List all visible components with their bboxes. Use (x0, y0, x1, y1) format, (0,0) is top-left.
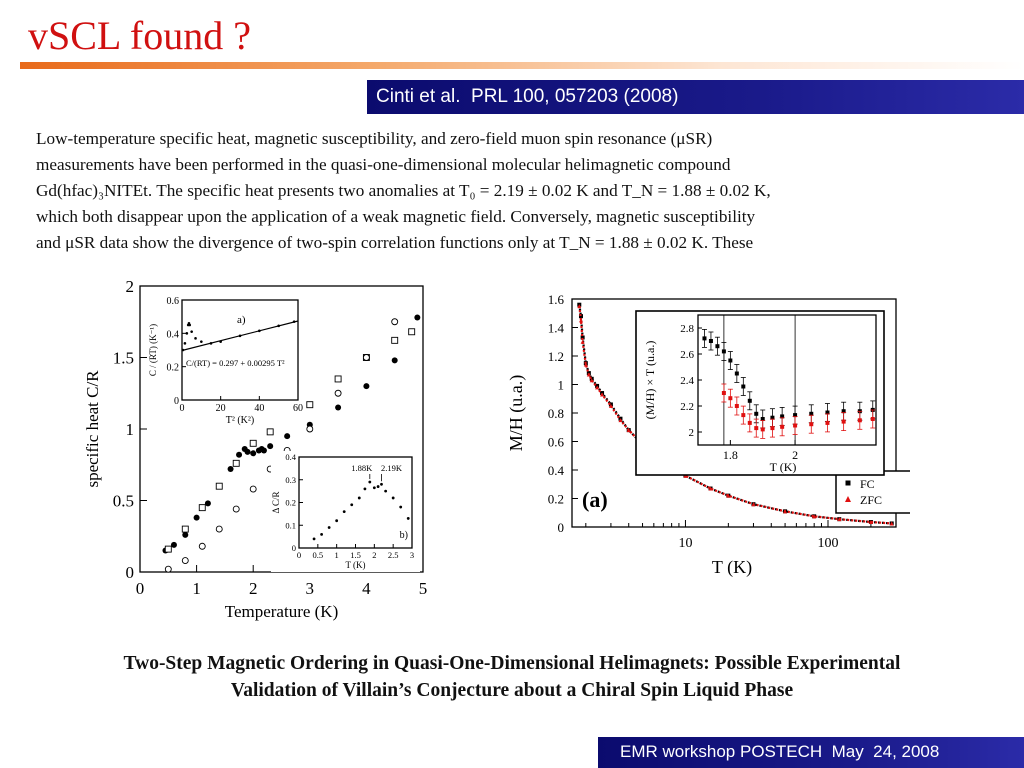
y-tick-label: 0.2 (547, 491, 564, 507)
data-point (194, 515, 200, 521)
inset-point (709, 339, 713, 343)
inset-b-y-tick-label: 0 (291, 543, 296, 553)
y-tick-label: 1.4 (547, 320, 564, 336)
inset-b-point (320, 533, 323, 536)
inset-b-label: b) (399, 530, 408, 541)
inset-b-annotation: 2.19K (380, 463, 402, 473)
inset-b-x-tick-label: 0.5 (312, 550, 324, 560)
inset-x-label: T (K) (769, 460, 797, 474)
legend (836, 471, 910, 513)
susceptibility-figure (500, 285, 910, 585)
data-point (216, 526, 222, 532)
abstract-line: Low-temperature specific heat, magnetic susceptibility, and zero-field muon spin resonance (μSR) (36, 129, 713, 148)
inset-b-y-label: Δ C/R (271, 491, 281, 514)
abstract (36, 126, 989, 256)
inset-y-tick-label: 2.8 (680, 323, 694, 335)
inset-a-y-tick-label: 0.2 (166, 362, 179, 374)
inset-point (780, 425, 784, 429)
inset-y-tick-label: 2 (688, 427, 694, 439)
y-tick-label: 0.8 (547, 406, 564, 421)
inset-point (842, 420, 846, 424)
inset-b-point (313, 538, 316, 541)
inset-frame-outer (636, 311, 884, 475)
inset-b-point (392, 497, 395, 500)
footer: EMR workshop POSTECH May 24, 2008 (620, 742, 940, 761)
x-axis-label: Temperature (K) (224, 602, 339, 621)
inset-point (748, 399, 752, 403)
inset-point (754, 412, 758, 416)
inset-b-x-tick-label: 1.5 (350, 550, 361, 560)
inset-b-point (407, 517, 410, 520)
x-tick-label: 0 (135, 579, 145, 598)
inset-b-x-tick-label: 2.5 (387, 550, 399, 560)
data-point (267, 429, 273, 435)
data-point (250, 450, 256, 456)
y-tick-label: 0 (557, 520, 564, 535)
inset-point (793, 424, 797, 428)
x-tick-label: 5 (418, 579, 428, 598)
inset-a-point (200, 340, 203, 343)
title-rule (20, 62, 1024, 69)
inset-b-point (384, 490, 387, 493)
data-point (307, 402, 313, 408)
inset-point (728, 359, 732, 363)
data-point (261, 447, 267, 453)
inset-a-fit-text: C/(RT) = 0.297 + 0.00295 T² (186, 358, 285, 368)
abstract-line: measurements have been performed in the quasi-one-dimensional molecular helimagnetic compound (36, 155, 731, 174)
data-point (335, 376, 341, 382)
abstract-line: and μSR data show the divergence of two-spin correlation functions only at T_N = 1.88 ± 0.02 K. These (36, 233, 754, 252)
data-point (236, 452, 242, 458)
data-point (250, 486, 256, 492)
inset-point (770, 426, 774, 430)
data-point (171, 542, 177, 548)
x-tick-label: 1 (192, 579, 201, 598)
panel-label: (a) (582, 487, 608, 512)
data-point (228, 466, 234, 472)
data-point (205, 500, 211, 506)
x-tick-label: 3 (305, 579, 315, 598)
inset-point (728, 396, 732, 400)
inset-point (715, 344, 719, 348)
y-axis-label: M/H (u.a.) (506, 374, 526, 452)
paper-title-line: Two-Step Magnetic Ordering in Quasi-One-Dimensional Helimagnets: Possible Experimental (123, 653, 901, 674)
inset-b-point (368, 481, 371, 484)
data-point (199, 505, 205, 511)
inset-a-point (184, 342, 187, 345)
slide-title: vSCL found ? (28, 13, 251, 58)
paper-title (0, 650, 1024, 704)
y-tick-label: 0.6 (547, 434, 564, 450)
inset-a-y-tick-label: 0 (174, 396, 179, 407)
data-point (363, 383, 369, 389)
data-point (579, 318, 583, 322)
inset-y-tick-label: 2.4 (680, 375, 694, 387)
specific-heat-figure (80, 270, 440, 630)
x-tick-label: 10 (678, 536, 693, 551)
inset-y-tick-label: 2.6 (680, 349, 694, 361)
inset-b-point (343, 510, 346, 513)
inset-point (722, 391, 726, 395)
abstract-line: which both disappear upon the application of a weak magnetic field. Conversely, magnetic susceptibility (36, 207, 756, 226)
inset-point (722, 349, 726, 353)
inset-a-point (188, 324, 191, 327)
data-point (335, 390, 341, 396)
inset-a-x-tick-label: 60 (293, 403, 303, 414)
inset-b-y-tick-label: 0.4 (285, 452, 296, 462)
data-point (392, 357, 398, 363)
inset-b-y-tick-label: 0.3 (285, 474, 296, 485)
data-point (165, 546, 171, 552)
inset-b-x-label: T (K) (345, 560, 366, 570)
y-tick-label: 1 (125, 420, 134, 439)
x-tick-label: 100 (817, 536, 839, 551)
inset-point (741, 385, 745, 389)
inset-b-point (335, 519, 338, 522)
inset-b-x-tick-label: 2 (372, 550, 377, 560)
inset-a-point (258, 330, 261, 333)
inset-a-y-label: C / (RT) (K⁻¹) (148, 323, 158, 377)
inset-y-label: (M/H) × T (u.a.) (643, 340, 657, 420)
inset-point (702, 336, 706, 340)
inset-b-annotation: 1.88K (351, 463, 373, 473)
inset-b-x-tick-label: 1 (334, 550, 339, 560)
inset-point (748, 421, 752, 425)
inset-b-point (399, 506, 402, 509)
inset-a-point (277, 325, 280, 328)
inset-b-point (380, 483, 383, 486)
inset-point (871, 417, 875, 421)
inset-b-point (328, 526, 331, 529)
inset-point (809, 422, 813, 426)
inset-a-point (194, 337, 197, 340)
inset-point (825, 421, 829, 425)
inset-a-point (186, 332, 189, 335)
inset-a-point (219, 340, 222, 343)
y-tick-label: 1.6 (547, 292, 564, 307)
inset-point (741, 413, 745, 417)
data-point (250, 440, 256, 446)
data-point (267, 443, 273, 449)
inset-a-point (239, 335, 242, 338)
inset-point (858, 418, 862, 422)
inset-x-tick-label: 1.8 (722, 448, 738, 462)
inset-b-y-tick-label: 0.2 (285, 497, 296, 508)
y-axis-label: specific heat C/R (83, 370, 102, 488)
x-tick-label: 4 (362, 579, 371, 598)
y-tick-label: 0 (125, 563, 134, 582)
x-tick-label: 2 (248, 579, 258, 598)
inset-a-label: a) (237, 314, 246, 326)
citation: Cinti et al. PRL 100, 057203 (2008) (376, 86, 679, 107)
inset-x-tick-label: 2 (792, 448, 799, 462)
inset-b-point (373, 486, 376, 489)
y-tick-label: 1 (557, 377, 564, 393)
data-point (307, 426, 313, 432)
data-point (165, 566, 171, 572)
data-point (335, 405, 341, 411)
inset-a-y-tick-label: 0.6 (166, 296, 179, 307)
data-point (363, 355, 369, 361)
inset-point (761, 427, 765, 431)
inset-a-point (293, 320, 296, 323)
inset-y-tick-label: 2.2 (680, 401, 694, 413)
inset-a-x-tick-label: 0 (179, 403, 185, 414)
y-tick-label: 2 (125, 277, 134, 296)
inset-point (735, 372, 739, 376)
inset-a-point (182, 349, 185, 352)
inset-b-x-tick-label: 0 (296, 550, 302, 560)
data-point (182, 558, 188, 564)
data-point (199, 543, 205, 549)
data-point (182, 526, 188, 532)
data-point (409, 329, 415, 335)
inset-a-point (190, 330, 193, 333)
inset-b-point (358, 497, 361, 500)
inset-a-point (210, 342, 213, 345)
inset-b-y-tick-label: 0.1 (285, 520, 296, 531)
data-point (392, 337, 398, 343)
inset-point (754, 426, 758, 430)
inset-a-x-tick-label: 40 (254, 403, 265, 414)
x-axis-label: T (K) (711, 557, 753, 577)
data-point (284, 433, 290, 439)
data-point (233, 460, 239, 466)
data-point (392, 319, 398, 325)
y-tick-label: 1.2 (547, 349, 564, 364)
inset-a-x-tick-label: 20 (215, 403, 226, 414)
inset-b-x-tick-label: 3 (409, 550, 415, 560)
abstract-line: Gd(hfac)₃NITEt. The specific heat presents two anomalies at T₀ = 2.19 ± 0.02 K and T_N = 1.88 ± 0.02 K, (36, 181, 771, 200)
inset-b-point (364, 487, 367, 490)
data-point (414, 314, 420, 320)
legend-marker (846, 481, 851, 486)
inset-a-x-label: T² (K²) (225, 415, 255, 426)
legend-label: FC (860, 477, 875, 491)
legend-label: ZFC (860, 493, 883, 507)
data-point (182, 532, 188, 538)
data-point (245, 449, 251, 455)
inset-b-point (350, 503, 353, 506)
y-tick-label: 0.5 (112, 491, 134, 511)
paper-title-line: Validation of Villain’s Conjecture about a Chiral Spin Liquid Phase (230, 680, 794, 701)
y-tick-label: 1.5 (112, 348, 134, 368)
inset-a-y-tick-label: 0.4 (166, 329, 179, 341)
data-point (233, 506, 239, 512)
data-point (216, 483, 222, 489)
y-tick-label: 0.4 (547, 463, 564, 478)
inset-b-point (377, 485, 380, 488)
inset-point (735, 404, 739, 408)
